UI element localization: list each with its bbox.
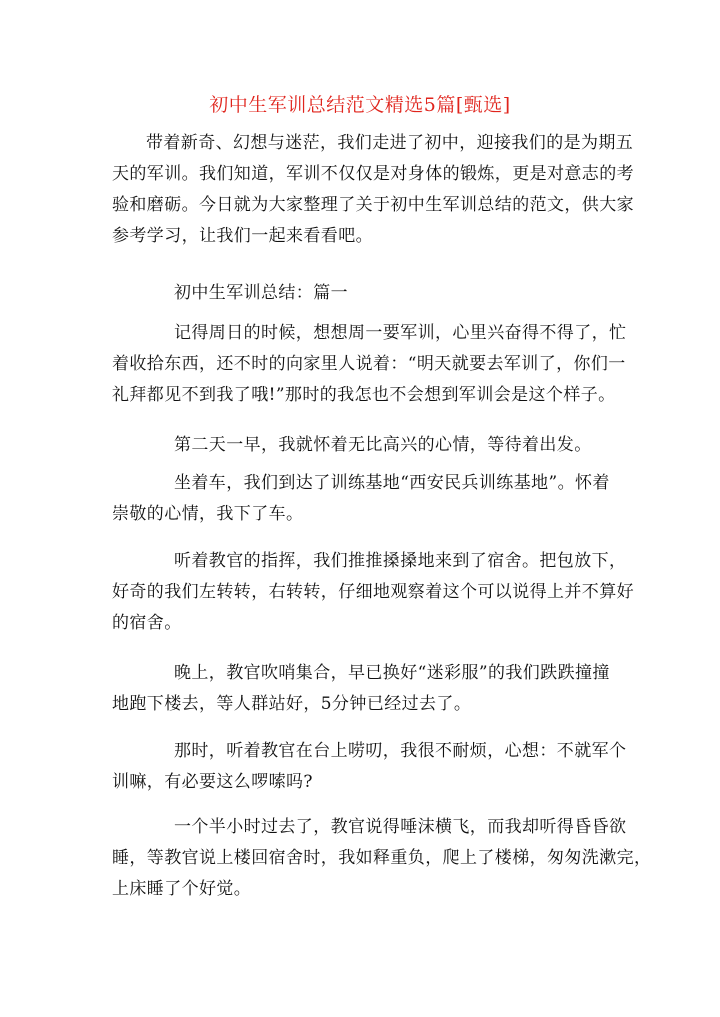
paragraph-line: 好奇的我们左转转，右转转，仔细地观察着这个可以说得上并不算好 [112, 582, 634, 602]
paragraph-line: 地跑下楼去，等人群站好，5分钟已经过去了。 [112, 694, 472, 714]
intro-line: 天的军训。我们知道，军训不仅仅是对身体的锻炼，更是对意志的考 [112, 164, 634, 184]
paragraph-line: 那时，听着教官在台上唠叨，我很不耐烦，心想：不就军个 [174, 741, 627, 761]
paragraph-line: 晚上，教官吹哨集合，早已换好“迷彩服”的我们跌跌撞撞 [174, 663, 610, 683]
intro-line: 参考学习，让我们一起来看看吧。 [112, 226, 373, 246]
paragraph-line: 着收拾东西，还不时的向家里人说着：“明天就要去军训了，你们一 [112, 354, 626, 374]
paragraph [112, 468, 612, 530]
section-heading: 初中生军训总结：篇一 [174, 283, 348, 303]
section-heading-block [112, 278, 612, 309]
paragraph [112, 658, 612, 720]
paragraph-line: 礼拜都见不到我了哦!”那时的我怎也不会想到军训会是这个样子。 [112, 385, 616, 405]
intro-line: 带着新奇、幻想与迷茫，我们走进了初中，迎接我们的是为期五 [146, 133, 634, 153]
paragraph [112, 546, 634, 639]
paragraph [112, 318, 627, 411]
paragraph-line: 上床睡了个好觉。 [112, 879, 252, 899]
paragraph-line: 睡，等教官说上楼回宿舍时，我如释重负，爬上了楼梯，匆匆洗漱完， [112, 848, 652, 868]
intro-paragraph [112, 128, 634, 252]
intro-line: 验和磨砺。今日就为大家整理了关于初中生军训总结的范文，供大家 [112, 195, 634, 215]
paragraph-line: 听着教官的指挥，我们推推搡搡地来到了宿舍。把包放下， [174, 551, 627, 571]
paragraph [112, 736, 627, 798]
paragraph-line: 坐着车，我们到达了训练基地“西安民兵训练基地”。怀着 [174, 473, 610, 493]
paragraph-line: 第二天一早，我就怀着无比高兴的心情，等待着出发。 [174, 435, 592, 455]
paragraph-line: 训嘛，有必要这么啰嗦吗? [112, 772, 313, 792]
paragraph-line: 记得周日的时候，想想周一要军训，心里兴奋得不得了，忙 [174, 323, 627, 343]
paragraph [112, 430, 612, 461]
paragraph-line: 的宿舍。 [112, 613, 182, 633]
paragraph-line: 崇敬的心情，我下了车。 [112, 504, 304, 524]
paragraph-line: 一个半小时过去了，教官说得唾沫横飞，而我却听得昏昏欲 [174, 817, 627, 837]
paragraph [112, 812, 652, 905]
document-title: 初中生军训总结范文精选5篇[甄选] [209, 94, 511, 116]
